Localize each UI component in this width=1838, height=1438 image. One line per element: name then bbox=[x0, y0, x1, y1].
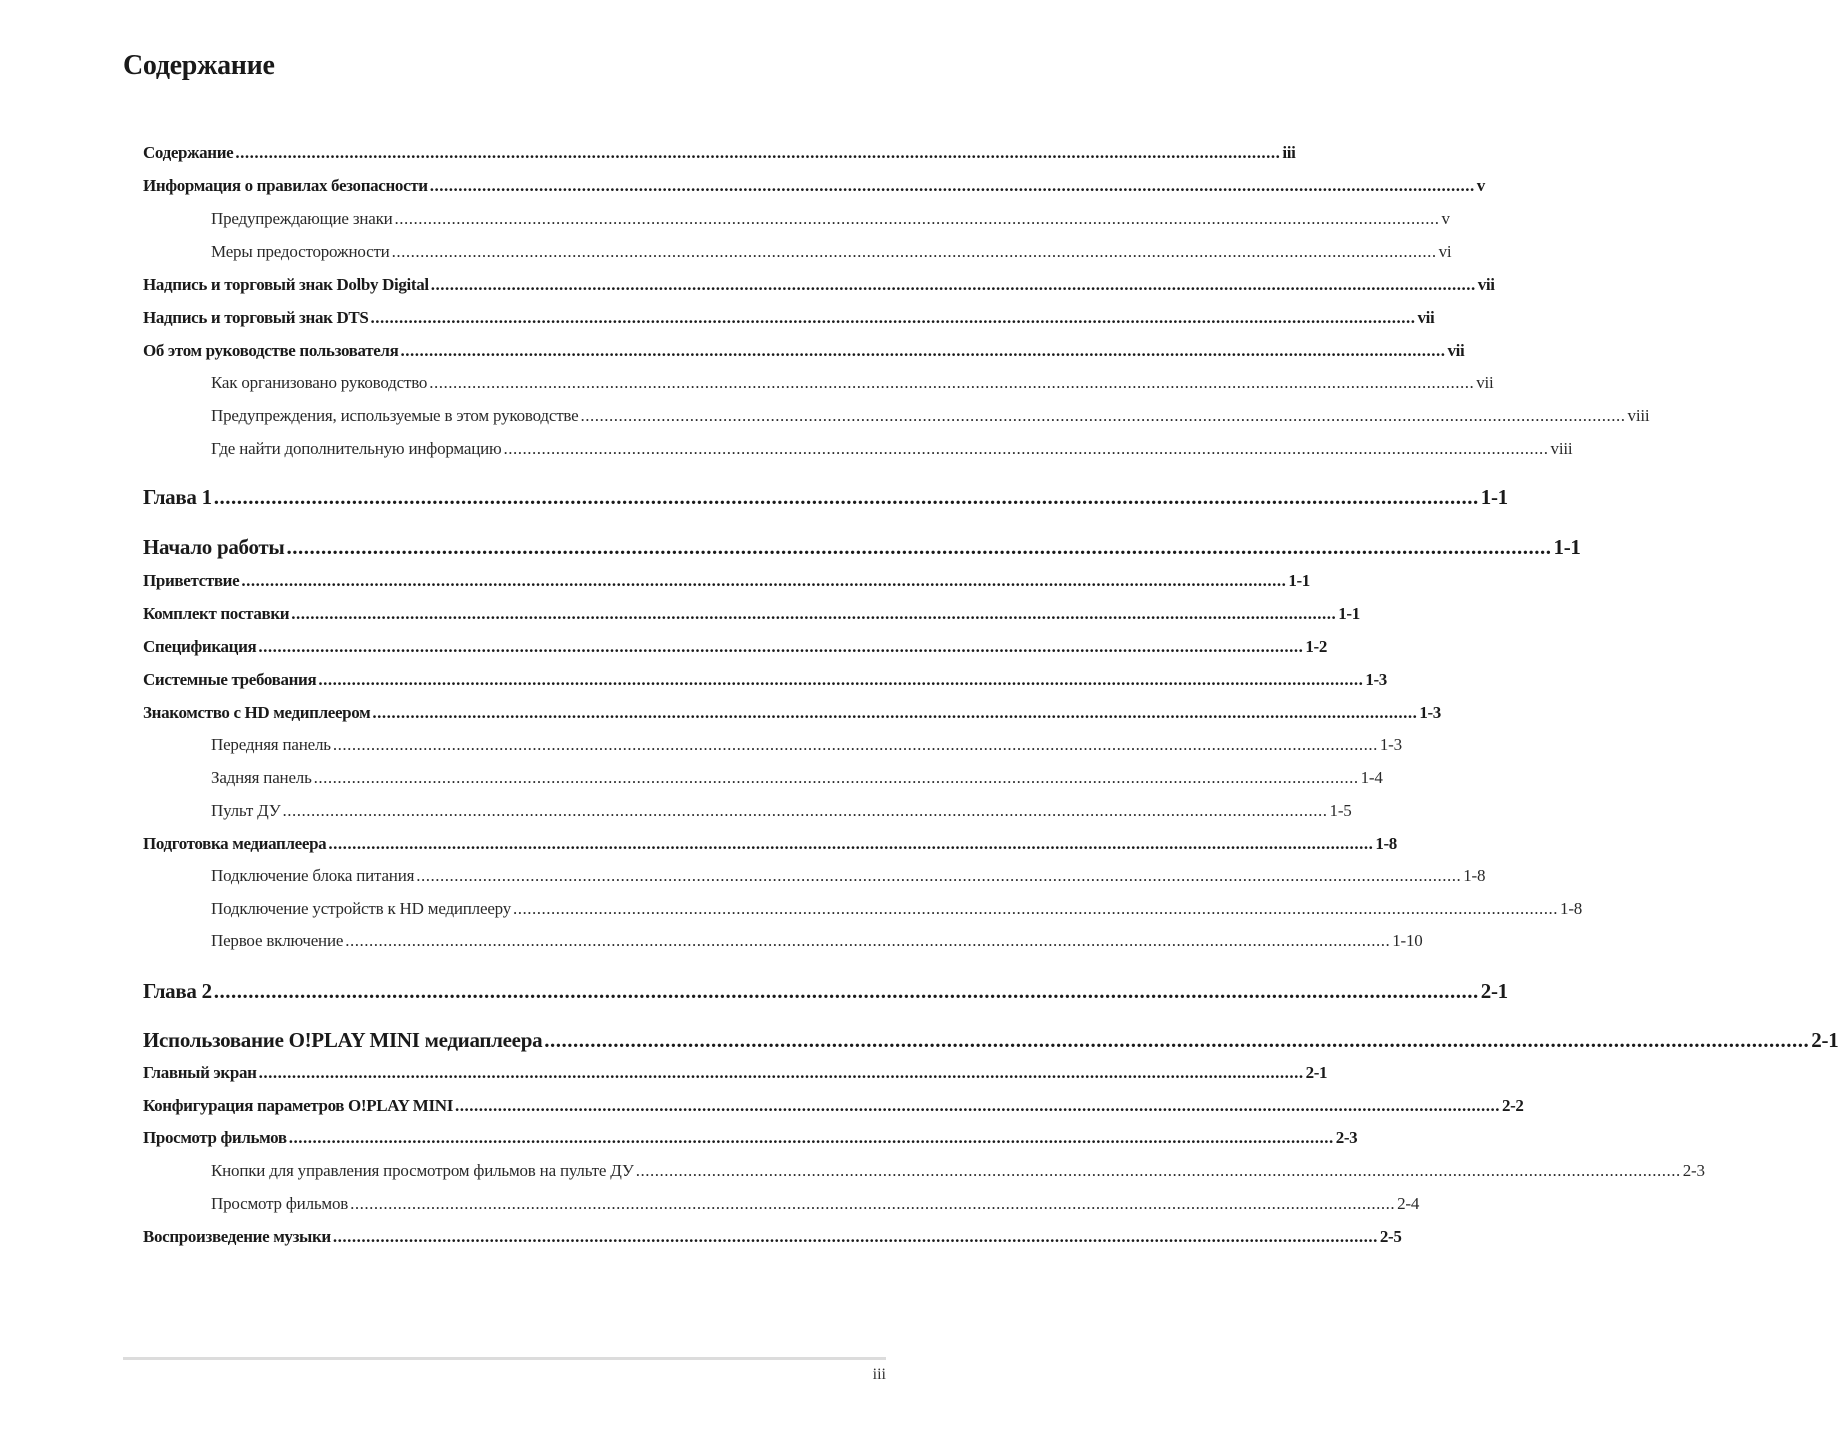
toc-entry-title: Об этом руководстве пользователя bbox=[143, 341, 399, 360]
toc-section-entry[interactable] bbox=[143, 1063, 1328, 1083]
toc-leader-dots: ............................................................................................................................................................................................................................ bbox=[332, 735, 1378, 754]
toc-entry-page: viii bbox=[1627, 406, 1650, 425]
toc-section-entry[interactable] bbox=[143, 176, 1485, 196]
toc-entry-page: 1-3 bbox=[1379, 735, 1402, 754]
toc-leader-dots: ............................................................................................................................................................................................................................ bbox=[391, 242, 1437, 261]
toc-entry-page: 2-4 bbox=[1397, 1194, 1420, 1213]
toc-entry-title: Глава 2 bbox=[143, 979, 212, 1003]
toc-entry-title: Первое включение bbox=[211, 931, 344, 950]
toc-section-entry[interactable] bbox=[143, 1227, 1402, 1247]
toc-section-entry[interactable] bbox=[143, 1128, 1358, 1148]
toc-leader-dots: ............................................................................................................................................................................................................................ bbox=[430, 275, 1476, 294]
toc-leader-dots: ............................................................................................................................................................................................................................ bbox=[258, 1063, 1304, 1082]
toc-leader-dots: ............................................................................................................................................................................................................................ bbox=[400, 341, 1446, 360]
toc-entry-title: Где найти дополнительную информацию bbox=[211, 439, 502, 458]
toc-entry-title: Просмотр фильмов bbox=[211, 1194, 349, 1213]
toc-entry-page: v bbox=[1476, 176, 1485, 195]
toc-subsection-entry[interactable] bbox=[211, 768, 1383, 788]
toc-entry-page: 1-8 bbox=[1560, 899, 1583, 918]
toc-entry-page: 2-5 bbox=[1379, 1227, 1402, 1246]
toc-leader-dots: ............................................................................................................................................................................................................................ bbox=[332, 1227, 1378, 1246]
toc-entry-page: iii bbox=[1282, 143, 1296, 162]
toc-section-entry[interactable] bbox=[143, 275, 1495, 295]
toc-entry-page: vi bbox=[1438, 242, 1452, 261]
toc-entry-page: vii bbox=[1447, 341, 1465, 360]
toc-entry-title: Содержание bbox=[143, 143, 234, 162]
toc-entry-title: Главный экран bbox=[143, 1063, 257, 1082]
toc-entry-page: 1-1 bbox=[1288, 571, 1310, 590]
toc-leader-dots: ............................................................................................................................................................................................................................ bbox=[328, 834, 1374, 853]
toc-entry-title: Спецификация bbox=[143, 637, 257, 656]
toc-leader-dots: ............................................................................................................................................................................................................................ bbox=[372, 703, 1418, 722]
page-number: iii bbox=[872, 1366, 886, 1383]
toc-entry-title: Предупреждающие знаки bbox=[211, 209, 393, 228]
toc-section-entry[interactable] bbox=[143, 341, 1465, 361]
toc-entry-page: 1-10 bbox=[1392, 931, 1423, 950]
toc-leader-dots: ............................................................................................................................................................................................................................ bbox=[350, 1194, 1396, 1213]
toc-entry-page: 1-4 bbox=[1360, 768, 1383, 787]
toc-entry-page: 1-3 bbox=[1419, 703, 1441, 722]
toc-leader-dots: ............................................................................................................................................................................................................................ bbox=[318, 670, 1364, 689]
toc-section-entry[interactable] bbox=[143, 571, 1310, 591]
toc-entry-title: Кнопки для управления просмотром фильмов на пульте ДУ bbox=[211, 1161, 634, 1180]
footer-divider bbox=[123, 1357, 886, 1360]
toc-entry-page: 1-2 bbox=[1305, 637, 1328, 656]
toc-leader-dots: ............................................................................................................................................................................................................................ bbox=[513, 899, 1559, 918]
toc-entry-title: Надпись и торговый знак DTS bbox=[143, 308, 369, 327]
toc-leader-dots: ............................................................................................................................................................................................................................ bbox=[313, 768, 1359, 787]
toc-section-entry[interactable] bbox=[143, 670, 1387, 690]
toc-section-entry[interactable] bbox=[143, 703, 1441, 723]
toc-subsection-entry[interactable] bbox=[211, 801, 1352, 821]
toc-leader-dots: ............................................................................................................................................................................................................................ bbox=[503, 439, 1549, 458]
toc-leader-dots: ............................................................................................................................................................................................................................ bbox=[291, 604, 1337, 623]
toc-subsection-entry[interactable] bbox=[211, 242, 1452, 262]
toc-entry-page: 2-3 bbox=[1682, 1161, 1705, 1180]
toc-entry-page: vii bbox=[1477, 275, 1495, 294]
toc-leader-dots: ............................................................................................................................................................................................................................ bbox=[286, 535, 1552, 559]
toc-subsection-entry[interactable] bbox=[211, 1194, 1420, 1214]
toc-leader-dots: ............................................................................................................................................................................................................................ bbox=[429, 373, 1475, 392]
toc-entry-title: Передняя панель bbox=[211, 735, 331, 754]
toc-section-entry[interactable] bbox=[143, 604, 1360, 624]
toc-entry-page: 1-1 bbox=[1480, 485, 1508, 509]
toc-entry-title: Меры предосторожности bbox=[211, 242, 390, 261]
toc-entry-page: vii bbox=[1417, 308, 1435, 327]
toc-subsection-entry[interactable] bbox=[211, 406, 1650, 426]
toc-leader-dots: ............................................................................................................................................................................................................................ bbox=[580, 406, 1626, 425]
toc-entry-page: viii bbox=[1550, 439, 1573, 458]
toc-entry-page: 1-5 bbox=[1329, 801, 1352, 820]
toc-leader-dots: ............................................................................................................................................................................................................................ bbox=[235, 143, 1281, 162]
toc-entry-title: Задняя панель bbox=[211, 768, 312, 787]
toc-entry-page: v bbox=[1441, 209, 1450, 228]
toc-entry-title: Подготовка медиаплеера bbox=[143, 834, 327, 853]
toc-section-entry[interactable] bbox=[143, 637, 1328, 657]
toc-leader-dots: ............................................................................................................................................................................................................................ bbox=[454, 1096, 1500, 1115]
toc-leader-dots: ............................................................................................................................................................................................................................ bbox=[416, 866, 1462, 885]
toc-entry-title: Приветствие bbox=[143, 571, 240, 590]
toc-entry-title: Надпись и торговый знак Dolby Digital bbox=[143, 275, 429, 294]
toc-leader-dots: ............................................................................................................................................................................................................................ bbox=[213, 979, 1479, 1003]
toc-chapter-entry[interactable] bbox=[143, 1028, 1838, 1053]
toc-entry-page: 2-1 bbox=[1305, 1063, 1328, 1082]
toc-leader-dots: ............................................................................................................................................................................................................................ bbox=[635, 1161, 1681, 1180]
toc-section-entry[interactable] bbox=[143, 1096, 1524, 1116]
toc-leader-dots: ............................................................................................................................................................................................................................ bbox=[345, 931, 1391, 950]
toc-entry-title: Подключение блока питания bbox=[211, 866, 415, 885]
toc-section-entry[interactable] bbox=[143, 308, 1435, 328]
toc-chapter-entry[interactable] bbox=[143, 535, 1581, 560]
toc-entry-title: Начало работы bbox=[143, 535, 285, 559]
toc-entry-page: vii bbox=[1476, 373, 1494, 392]
toc-leader-dots: ............................................................................................................................................................................................................................ bbox=[544, 1028, 1810, 1052]
toc-entry-title: Просмотр фильмов bbox=[143, 1128, 287, 1147]
toc-entry-title: Предупреждения, используемые в этом руководстве bbox=[211, 406, 579, 425]
toc-entry-page: 2-2 bbox=[1501, 1096, 1524, 1115]
toc-leader-dots: ............................................................................................................................................................................................................................ bbox=[213, 485, 1479, 509]
toc-entry-title: Пульт ДУ bbox=[211, 801, 281, 820]
toc-leader-dots: ............................................................................................................................................................................................................................ bbox=[241, 571, 1287, 590]
toc-section-entry[interactable] bbox=[143, 143, 1296, 163]
page-title: Содержание bbox=[123, 50, 275, 81]
toc-entry-page: 2-1 bbox=[1480, 979, 1508, 1003]
toc-section-entry[interactable] bbox=[143, 834, 1397, 854]
toc-chapter-entry[interactable] bbox=[143, 979, 1508, 1004]
toc-leader-dots: ............................................................................................................................................................................................................................ bbox=[282, 801, 1328, 820]
toc-entry-page: 1-8 bbox=[1375, 834, 1397, 853]
toc-entry-title: Комплект поставки bbox=[143, 604, 290, 623]
toc-entry-page: 2-3 bbox=[1335, 1128, 1358, 1147]
toc-entry-title: Системные требования bbox=[143, 670, 317, 689]
toc-entry-page: 1-8 bbox=[1463, 866, 1486, 885]
toc-entry-page: 1-1 bbox=[1338, 604, 1360, 623]
toc-subsection-entry[interactable] bbox=[211, 373, 1494, 393]
toc-subsection-entry[interactable] bbox=[211, 899, 1583, 919]
toc-subsection-entry[interactable] bbox=[211, 1161, 1705, 1181]
toc-entry-title: Воспроизведение музыки bbox=[143, 1227, 331, 1246]
toc-subsection-entry[interactable] bbox=[211, 866, 1486, 886]
toc-leader-dots: ............................................................................................................................................................................................................................ bbox=[429, 176, 1475, 195]
toc-entry-title: Как организовано руководство bbox=[211, 373, 428, 392]
toc-subsection-entry[interactable] bbox=[211, 439, 1573, 459]
toc-leader-dots: ............................................................................................................................................................................................................................ bbox=[288, 1128, 1334, 1147]
toc-leader-dots: ............................................................................................................................................................................................................................ bbox=[370, 308, 1416, 327]
toc-subsection-entry[interactable] bbox=[211, 209, 1450, 229]
toc-entry-title: Использование O!PLAY MINI медиаплеера bbox=[143, 1028, 543, 1052]
toc-subsection-entry[interactable] bbox=[211, 931, 1423, 951]
toc-entry-title: Знакомство с HD медиплеером bbox=[143, 703, 371, 722]
toc-entry-page: 1-1 bbox=[1553, 535, 1581, 559]
toc-entry-page: 2-1 bbox=[1811, 1028, 1838, 1052]
toc-entry-title: Глава 1 bbox=[143, 485, 212, 509]
toc-entry-title: Подключение устройств к HD медиплееру bbox=[211, 899, 512, 918]
toc-entry-page: 1-3 bbox=[1365, 670, 1387, 689]
toc-subsection-entry[interactable] bbox=[211, 735, 1402, 755]
toc-entry-title: Информация о правилах безопасности bbox=[143, 176, 428, 195]
toc-leader-dots: ............................................................................................................................................................................................................................ bbox=[394, 209, 1440, 228]
toc-chapter-entry[interactable] bbox=[143, 485, 1508, 510]
toc-leader-dots: ............................................................................................................................................................................................................................ bbox=[258, 637, 1304, 656]
toc-entry-title: Конфигурация параметров O!PLAY MINI bbox=[143, 1096, 453, 1115]
